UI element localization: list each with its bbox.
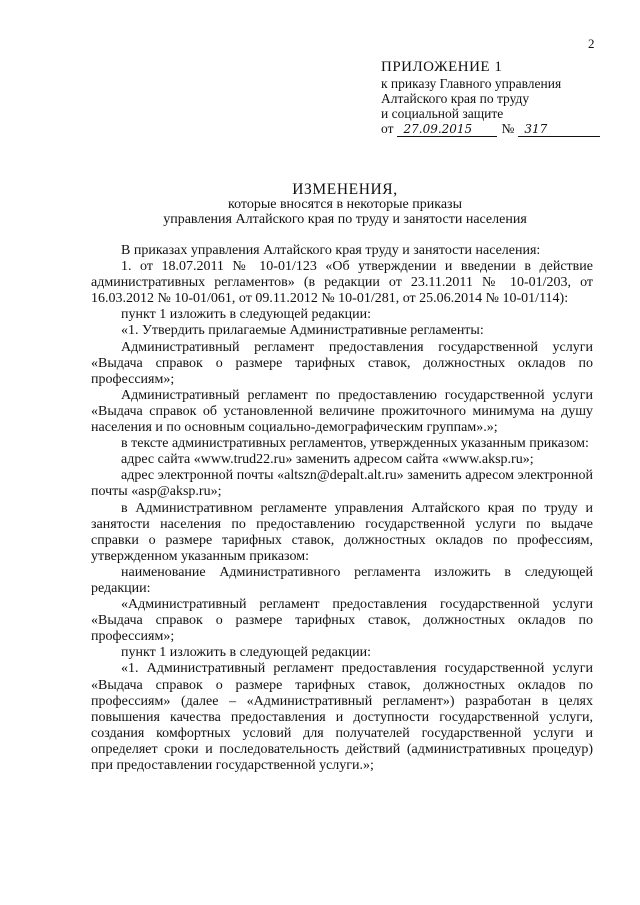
body-paragraph: «1. Административный регламент предоставления государственной услуги «Выдача справок о размере тарифных ставок, должностных окладов по профессиям» (далее – «Административный регламент») разработан в целях повышения качества предоставления и доступности государственной услуги, создания комфортных условий для получателей государственной услуги и определяет сроки и последовательность действий (административных процедур) при предоставлении государственной услуги.»; <box>91 661 593 773</box>
heading-subtitle: которые вносятся в некоторые приказы <box>227 197 462 212</box>
body-paragraph: «Административный регламент предоставления государственной услуги «Выдача справок о размере тарифных ставок, должностных окладов по профессиям»; <box>91 597 593 645</box>
heading-title: ИЗМЕНЕНИЯ, <box>292 181 398 198</box>
body-paragraph: адрес электронной почты «altszn@depalt.alt.ru» заменить адресом электронной почты «asp@aksp.ru»; <box>91 468 593 500</box>
body-paragraph: в Административном регламенте управления Алтайского края по труду и занятости населения по предоставлению государственной услуги по выдаче справки о размере тарифных ставок, должностных окладов по профессиям, утвержденном указанным приказом: <box>91 500 593 564</box>
page-number: 2 <box>588 36 595 51</box>
appendix-line: к приказу Главного управления <box>381 76 562 91</box>
appendix-block <box>381 60 611 137</box>
body-paragraph: в тексте административных регламентов, утвержденных указанным приказом: <box>121 436 589 452</box>
appendix-line: и социальной защите <box>381 106 504 121</box>
appendix-date-row <box>381 121 611 137</box>
body-paragraph: Административный регламент предоставления государственной услуги «Выдача справок о размере тарифных ставок, должностных окладов по профессиям»; <box>91 339 593 387</box>
body-paragraph: наименование Административного регламента изложить в следующей редакции: <box>91 564 593 596</box>
from-label: от <box>381 121 394 136</box>
handwritten-number: 317 <box>518 123 600 137</box>
body-paragraph: В приказах управления Алтайского края труду и занятости населения: <box>121 243 541 258</box>
handwritten-date: 27.09.2015 <box>397 123 497 137</box>
heading-subtitle: управления Алтайского края по труду и занятости населения <box>163 212 527 227</box>
body-paragraph: «1. Утвердить прилагаемые Административные регламенты: <box>121 323 484 339</box>
body-paragraph: пункт 1 изложить в следующей редакции: <box>121 645 371 661</box>
body-paragraph: пункт 1 изложить в следующей редакции: <box>121 307 371 323</box>
body-paragraph: 1. от 18.07.2011 № 10-01/123 «Об утверждении и введении в действие административных регламентов» (в редакции от 23.11.2011 № 10-01/203, от 16.03.2012 № 10-01/061, от 09.11.2012 № 10-01/281, от 25.06.2014 № 10-01/114): <box>91 259 593 307</box>
body-paragraph: адрес сайта «www.trud22.ru» заменить адресом сайта «www.aksp.ru»; <box>121 452 534 468</box>
document-heading <box>100 182 590 227</box>
document-body <box>91 243 593 774</box>
body-paragraph: Административный регламент по предоставлению государственной услуги «Выдача справок об установленной величине прожиточного минимума на душу населения и по основным социально-демографическим группам».»; <box>91 387 593 436</box>
appendix-title: ПРИЛОЖЕНИЕ 1 <box>381 59 503 75</box>
number-label: № <box>501 121 515 136</box>
appendix-line: Алтайского края по труду <box>381 91 530 106</box>
